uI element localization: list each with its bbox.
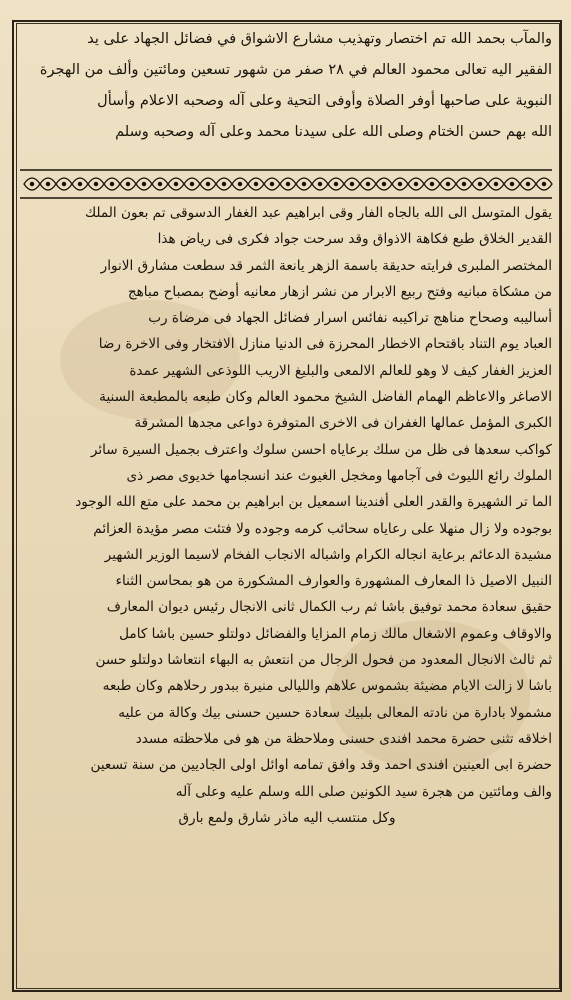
text-line: القدير الخلاق طبع فكاهة الاذواق وقد سرحت جواد فكرى فى رياض هذا [157,231,552,248]
main-text-block [22,200,552,990]
ornament-dot [174,182,177,185]
text-line: من مشكاة مبانيه وفتح ربيع الابرار من نشر ازهار معانيه أوضح بمصباح مباهج [127,283,552,300]
ornament-dot [478,182,481,185]
ornament-dot [94,182,97,185]
ornament-dot [382,182,385,185]
colophon-line: الله بهم حسن الختام وصلى الله على سيدنا محمد وعلى آله وصحبه وسلم [115,124,552,140]
text-line: والاوقاف وعموم الاشغال مالك زمام المزايا والفضائل دولتلو حسين باشا كامل [119,625,552,642]
ornament-dot [334,182,337,185]
text-line: ثم ثالث الانجال المعدود من فحول الرجال من انتعش به البهاء انتعاشا دولتلو حسن [95,652,552,669]
ornament-dot [430,182,433,185]
text-line: الكبرى المؤمل عمالها الغفران فى الاخرى المتوفرة دواعى مجدها المشرقة [134,415,552,432]
ornament-dot [542,182,545,185]
ornament-dot [286,182,289,185]
text-line: الاصاغر والاعاظم الهمام الفاضل الشيخ محمود العالم وكان طبعه بالمطبعة السنية [99,389,552,406]
ornament-dot [46,182,49,185]
text-line: حضرة ابى العينين افندى احمد وقد وافق تمامه اوائل اولى الجاديين من سنة تسعين [90,757,552,774]
colophon-line: والمآب بحمد الله تم اختصار وتهذيب مشارع الاشواق في فضائل الجهاد على يد [87,31,552,47]
text-line: أساليبه وصحاح مناهج تراكيبه نفائس اسرار فضائل الجهاد فى مرضاة رب [148,310,552,327]
text-line: العباد يوم التناد باقتحام الاخطار المحرزة فى الدنيا منازل الافتخار وفى الاخرة رضا [98,336,552,353]
text-line: مشيدة الدعائم برعاية انجاله الكرام واشباله الانجاب الفخام لاسيما الوزير الشهير [104,546,552,563]
ornament-dot [126,182,129,185]
text-line: المختصر الملبرى فرايته حديقة باسمة الزهر يانعة الثمر قد سطعت مشارق الانوار [100,257,552,274]
ornament-dot [526,182,529,185]
text-line: النبيل الاصيل ذا المعارف المشهورة والعوارف المشكورة من هو بمحاسن الثناء [115,573,552,590]
text-line: يقول المتوسل الى الله بالجاه الفار وقى ابراهيم عبد الغفار الدسوقى تم بعون الملك [84,205,552,221]
ornament-dot [110,182,113,185]
ornament-dot [78,182,81,185]
ornament-dot [414,182,417,185]
text-line: بوجوده ولا زال منهلا على رعاياه سحائب كرمه وجوده ولا فتئت مصر مؤيدة العزائم [93,520,552,537]
text-line: والف ومائتين من هجرة سيد الكونين صلى الله وسلم عليه وعلى آله [175,783,552,800]
text-line: اخلاقه تثنى حضرة محمد افندى حسنى وملاحظة من هو فى ملاحظته مسدد [135,730,552,747]
ornament-dot [206,182,209,185]
ornament-dot [222,182,225,185]
text-line: كواكب سعدها فى ظل من سلك برعاياه احسن سلوك واعترف بجميل السيرة سائر [90,441,552,458]
ornament-dot [254,182,257,185]
colophon-line: النبوية على صاحبها أوفر الصلاة وأوفى التحية وعلى آله وصحبه الاعلام وأسأل [97,93,552,109]
text-line: مشمولا بادارة من نادته المعالى بلبيك سعادة حسين حسنى بيك وكالة من عليه [118,704,552,721]
text-line: حقيق سعادة محمد توفيق باشا ثم رب الكمال ثانى الانجال رئيس ديوان المعارف [106,599,552,616]
colophon-line: الفقير اليه تعالى محمود العالم في ٢٨ صفر من شهور تسعين ومائتين وألف من الهجرة [39,62,552,78]
ornament-dot [366,182,369,185]
ornament-dot [446,182,449,185]
ornament-dot [302,182,305,185]
ornament-dot [238,182,241,185]
text-line: وكل منتسب اليه ماذر شارق ولمع بارق [178,809,396,826]
ornament-dot [62,182,65,185]
text-line: الملوك رائع الليوث فى آجامها ومخجل الغيوث عند انسجامها خديوى مصر ذى [126,467,552,484]
ornament-dot [462,182,465,185]
colophon-block [22,24,552,164]
ornament-dot [350,182,353,185]
text-line: الما تر الشهيرة والقدر العلى أفندينا اسمعيل بن ابراهيم بن محمد على متع الله الوجود [75,494,552,511]
ornament-dot [270,182,273,185]
ornament-dot [494,182,497,185]
ornament-dot [510,182,513,185]
ornament-dot [142,182,145,185]
ornament-dot [398,182,401,185]
ornament-dot [190,182,193,185]
ornamental-divider [16,166,556,202]
text-line: باشا لا زالت الايام مضيئة بشموس علاهم والليالى منيرة ببدور رحلاهم وكان طبعه [102,678,552,695]
text-line: العزيز الغفار كيف لا وهو للعالم الالمعى والبليغ الاريب اللوذعى الشهير عمدة [129,362,552,379]
ornament-dot [318,182,321,185]
ornament-dot [158,182,161,185]
ornament-dot [30,182,33,185]
